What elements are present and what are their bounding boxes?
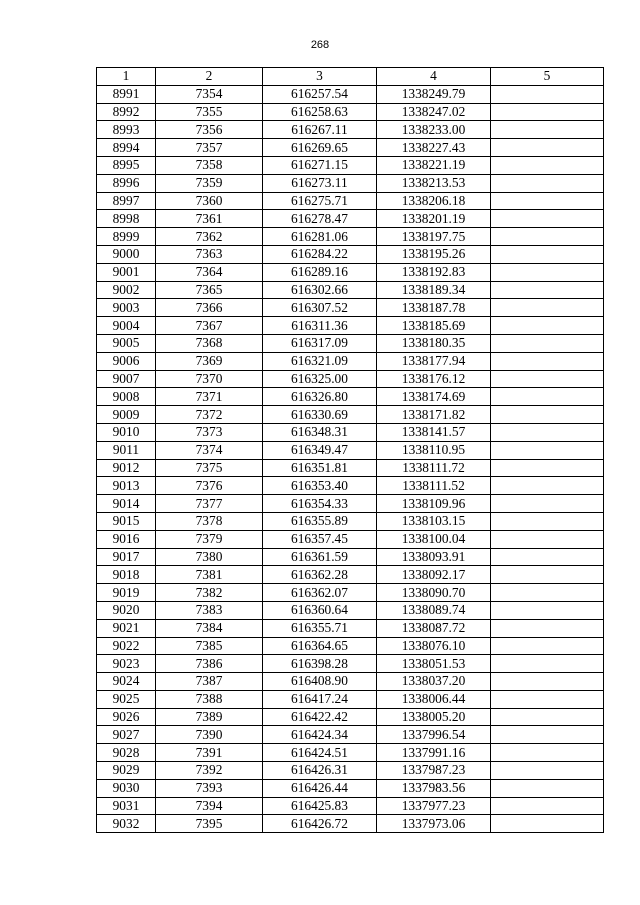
table-cell-col-5 [491, 548, 604, 566]
table-cell-col-2: 7355 [156, 103, 263, 121]
table-cell-col-1: 8997 [97, 192, 156, 210]
table-row [97, 637, 604, 655]
table-cell-col-4: 1338100.04 [377, 530, 491, 548]
table-row [97, 406, 604, 424]
table-cell-col-5 [491, 281, 604, 299]
table-cell-col-2: 7383 [156, 601, 263, 619]
table-cell-col-1: 9009 [97, 406, 156, 424]
table-cell-col-5 [491, 441, 604, 459]
table-cell-col-1: 9018 [97, 566, 156, 584]
table-cell-col-1: 9005 [97, 334, 156, 352]
table-row [97, 228, 604, 246]
table-cell-col-3: 616360.64 [263, 601, 377, 619]
table-row [97, 245, 604, 263]
table-cell-col-2: 7390 [156, 726, 263, 744]
table-cell-col-2: 7364 [156, 263, 263, 281]
table-cell-col-1: 8994 [97, 139, 156, 157]
table-cell-col-2: 7354 [156, 85, 263, 103]
table-cell-col-1: 9027 [97, 726, 156, 744]
table-cell-col-2: 7363 [156, 245, 263, 263]
table-cell-col-3: 616355.71 [263, 619, 377, 637]
table-cell-col-2: 7369 [156, 352, 263, 370]
table-cell-col-3: 616426.31 [263, 762, 377, 780]
table-cell-col-5 [491, 263, 604, 281]
table-cell-col-1: 9010 [97, 423, 156, 441]
table-cell-col-5 [491, 139, 604, 157]
table-cell-col-1: 8991 [97, 85, 156, 103]
table-cell-col-5 [491, 156, 604, 174]
table-cell-col-2: 7361 [156, 210, 263, 228]
table-cell-col-4: 1338180.35 [377, 334, 491, 352]
table-cell-col-2: 7384 [156, 619, 263, 637]
table-cell-col-4: 1338076.10 [377, 637, 491, 655]
table-cell-col-3: 616398.28 [263, 655, 377, 673]
table-cell-col-4: 1337973.06 [377, 815, 491, 833]
table-cell-col-1: 9024 [97, 673, 156, 691]
table-cell-col-2: 7368 [156, 334, 263, 352]
table-cell-col-4: 1338177.94 [377, 352, 491, 370]
table-cell-col-1: 8993 [97, 121, 156, 139]
table-cell-col-5 [491, 637, 604, 655]
table-cell-col-1: 8992 [97, 103, 156, 121]
table-cell-col-1: 9016 [97, 530, 156, 548]
table-cell-col-5 [491, 797, 604, 815]
table-cell-col-3: 616408.90 [263, 673, 377, 691]
table-row [97, 673, 604, 691]
table-row [97, 619, 604, 637]
table-cell-col-2: 7370 [156, 370, 263, 388]
table-cell-col-1: 8995 [97, 156, 156, 174]
table-cell-col-1: 9023 [97, 655, 156, 673]
table-cell-col-5 [491, 352, 604, 370]
table-cell-col-2: 7358 [156, 156, 263, 174]
table-row [97, 103, 604, 121]
table-cell-col-4: 1338006.44 [377, 690, 491, 708]
table-row [97, 139, 604, 157]
table-cell-col-3: 616424.34 [263, 726, 377, 744]
table-row [97, 299, 604, 317]
table-cell-col-5 [491, 174, 604, 192]
table-row [97, 601, 604, 619]
table-cell-col-4: 1338192.83 [377, 263, 491, 281]
table-cell-col-4: 1338185.69 [377, 317, 491, 335]
table-cell-col-3: 616281.06 [263, 228, 377, 246]
table-cell-col-3: 616348.31 [263, 423, 377, 441]
table-cell-col-2: 7386 [156, 655, 263, 673]
table-cell-col-3: 616275.71 [263, 192, 377, 210]
column-header-4: 4 [377, 68, 491, 86]
table-cell-col-3: 616422.42 [263, 708, 377, 726]
table-cell-col-5 [491, 121, 604, 139]
table-cell-col-4: 1338221.19 [377, 156, 491, 174]
table-cell-col-4: 1337991.16 [377, 744, 491, 762]
table-cell-col-1: 9015 [97, 512, 156, 530]
table-cell-col-4: 1338195.26 [377, 245, 491, 263]
table-row [97, 388, 604, 406]
table-cell-col-3: 616354.33 [263, 495, 377, 513]
table-cell-col-1: 9019 [97, 584, 156, 602]
table-cell-col-4: 1337983.56 [377, 779, 491, 797]
table-row [97, 584, 604, 602]
table-row [97, 797, 604, 815]
table-cell-col-4: 1338092.17 [377, 566, 491, 584]
table-cell-col-1: 9001 [97, 263, 156, 281]
table-row [97, 334, 604, 352]
table-cell-col-2: 7360 [156, 192, 263, 210]
page-number: 268 [310, 39, 330, 51]
table-row [97, 121, 604, 139]
table-cell-col-4: 1338111.72 [377, 459, 491, 477]
table-cell-col-3: 616362.07 [263, 584, 377, 602]
table-cell-col-3: 616351.81 [263, 459, 377, 477]
table-cell-col-4: 1338093.91 [377, 548, 491, 566]
table-cell-col-4: 1338103.15 [377, 512, 491, 530]
table-cell-col-2: 7357 [156, 139, 263, 157]
table-cell-col-4: 1338233.00 [377, 121, 491, 139]
table-cell-col-5 [491, 495, 604, 513]
table-row [97, 281, 604, 299]
table-cell-col-4: 1338176.12 [377, 370, 491, 388]
table-cell-col-3: 616330.69 [263, 406, 377, 424]
table-cell-col-3: 616307.52 [263, 299, 377, 317]
table-cell-col-1: 9030 [97, 779, 156, 797]
table-cell-col-1: 9022 [97, 637, 156, 655]
table-cell-col-3: 616278.47 [263, 210, 377, 228]
table-cell-col-3: 616357.45 [263, 530, 377, 548]
table-cell-col-2: 7392 [156, 762, 263, 780]
table-cell-col-2: 7376 [156, 477, 263, 495]
table-row [97, 548, 604, 566]
table-cell-col-3: 616321.09 [263, 352, 377, 370]
table-cell-col-5 [491, 584, 604, 602]
table-cell-col-2: 7371 [156, 388, 263, 406]
table-row [97, 690, 604, 708]
table-cell-col-5 [491, 477, 604, 495]
table-cell-col-3: 616424.51 [263, 744, 377, 762]
table-cell-col-4: 1338109.96 [377, 495, 491, 513]
table-cell-col-5 [491, 459, 604, 477]
table-cell-col-4: 1338249.79 [377, 85, 491, 103]
table-cell-col-2: 7388 [156, 690, 263, 708]
table-cell-col-3: 616362.28 [263, 566, 377, 584]
table-cell-col-4: 1338206.18 [377, 192, 491, 210]
table-cell-col-2: 7359 [156, 174, 263, 192]
table-row [97, 477, 604, 495]
table-cell-col-4: 1338005.20 [377, 708, 491, 726]
table-cell-col-1: 9021 [97, 619, 156, 637]
table-cell-col-4: 1338141.57 [377, 423, 491, 441]
table-cell-col-1: 9004 [97, 317, 156, 335]
table-cell-col-2: 7381 [156, 566, 263, 584]
table-row [97, 441, 604, 459]
table-cell-col-1: 9011 [97, 441, 156, 459]
table-cell-col-3: 616271.15 [263, 156, 377, 174]
table-row [97, 156, 604, 174]
table-cell-col-1: 9006 [97, 352, 156, 370]
table-body [97, 85, 604, 832]
table-cell-col-5 [491, 210, 604, 228]
table-row [97, 370, 604, 388]
table-cell-col-5 [491, 601, 604, 619]
table-cell-col-5 [491, 619, 604, 637]
table-cell-col-4: 1338201.19 [377, 210, 491, 228]
table-cell-col-5 [491, 762, 604, 780]
table-cell-col-2: 7356 [156, 121, 263, 139]
table-cell-col-5 [491, 708, 604, 726]
table-cell-col-5 [491, 744, 604, 762]
table-cell-col-2: 7395 [156, 815, 263, 833]
table-cell-col-5 [491, 423, 604, 441]
table-row [97, 495, 604, 513]
table-cell-col-2: 7366 [156, 299, 263, 317]
table-row [97, 423, 604, 441]
table-cell-col-5 [491, 317, 604, 335]
table-cell-col-1: 8998 [97, 210, 156, 228]
table-cell-col-1: 9029 [97, 762, 156, 780]
table-cell-col-2: 7375 [156, 459, 263, 477]
table-cell-col-4: 1338090.70 [377, 584, 491, 602]
table-row [97, 779, 604, 797]
table-cell-col-1: 9008 [97, 388, 156, 406]
table-cell-col-4: 1338213.53 [377, 174, 491, 192]
table-header-row [97, 68, 604, 86]
table-cell-col-1: 9014 [97, 495, 156, 513]
table-cell-col-1: 9026 [97, 708, 156, 726]
table-cell-col-2: 7362 [156, 228, 263, 246]
table-cell-col-5 [491, 566, 604, 584]
table-row [97, 726, 604, 744]
table-cell-col-3: 616426.44 [263, 779, 377, 797]
table-cell-col-5 [491, 334, 604, 352]
table-cell-col-4: 1338110.95 [377, 441, 491, 459]
table-cell-col-3: 616326.80 [263, 388, 377, 406]
table-row [97, 762, 604, 780]
table-cell-col-2: 7385 [156, 637, 263, 655]
table-cell-col-5 [491, 228, 604, 246]
table-cell-col-5 [491, 245, 604, 263]
table-cell-col-3: 616349.47 [263, 441, 377, 459]
table-row [97, 210, 604, 228]
table-row [97, 317, 604, 335]
table-cell-col-3: 616311.36 [263, 317, 377, 335]
table-cell-col-2: 7372 [156, 406, 263, 424]
table-cell-col-1: 9031 [97, 797, 156, 815]
table-cell-col-1: 9012 [97, 459, 156, 477]
column-header-5: 5 [491, 68, 604, 86]
table-cell-col-5 [491, 512, 604, 530]
table-cell-col-4: 1337987.23 [377, 762, 491, 780]
table-cell-col-1: 8999 [97, 228, 156, 246]
table-row [97, 530, 604, 548]
coordinates-table [96, 67, 604, 833]
table-cell-col-4: 1338227.43 [377, 139, 491, 157]
table-row [97, 655, 604, 673]
table-cell-col-2: 7373 [156, 423, 263, 441]
table-cell-col-2: 7391 [156, 744, 263, 762]
table-cell-col-2: 7389 [156, 708, 263, 726]
table-cell-col-1: 9025 [97, 690, 156, 708]
table-cell-col-1: 9032 [97, 815, 156, 833]
table-cell-col-5 [491, 103, 604, 121]
table-cell-col-1: 8996 [97, 174, 156, 192]
table-cell-col-3: 616361.59 [263, 548, 377, 566]
table-cell-col-3: 616289.16 [263, 263, 377, 281]
table-cell-col-3: 616364.65 [263, 637, 377, 655]
table-cell-col-1: 9013 [97, 477, 156, 495]
table-row [97, 192, 604, 210]
table-cell-col-1: 9000 [97, 245, 156, 263]
column-header-1: 1 [97, 68, 156, 86]
table-cell-col-1: 9020 [97, 601, 156, 619]
table-cell-col-3: 616417.24 [263, 690, 377, 708]
table-cell-col-5 [491, 530, 604, 548]
table-cell-col-4: 1338037.20 [377, 673, 491, 691]
table-cell-col-4: 1338174.69 [377, 388, 491, 406]
table-cell-col-2: 7379 [156, 530, 263, 548]
table-cell-col-4: 1338247.02 [377, 103, 491, 121]
table-cell-col-2: 7382 [156, 584, 263, 602]
table-cell-col-1: 9017 [97, 548, 156, 566]
table-cell-col-4: 1338171.82 [377, 406, 491, 424]
table-cell-col-5 [491, 406, 604, 424]
table-cell-col-2: 7387 [156, 673, 263, 691]
table-cell-col-3: 616426.72 [263, 815, 377, 833]
table-cell-col-3: 616273.11 [263, 174, 377, 192]
table-cell-col-5 [491, 690, 604, 708]
table-cell-col-2: 7378 [156, 512, 263, 530]
column-header-2: 2 [156, 68, 263, 86]
table-cell-col-5 [491, 726, 604, 744]
table-cell-col-5 [491, 655, 604, 673]
table-cell-col-1: 9002 [97, 281, 156, 299]
table-cell-col-3: 616258.63 [263, 103, 377, 121]
table-cell-col-5 [491, 370, 604, 388]
table-cell-col-4: 1338189.34 [377, 281, 491, 299]
table-cell-col-5 [491, 673, 604, 691]
table-cell-col-5 [491, 388, 604, 406]
table-row [97, 512, 604, 530]
table-cell-col-2: 7394 [156, 797, 263, 815]
column-header-3: 3 [263, 68, 377, 86]
table-cell-col-5 [491, 299, 604, 317]
table-row [97, 566, 604, 584]
table-row [97, 708, 604, 726]
table-cell-col-2: 7374 [156, 441, 263, 459]
table-cell-col-4: 1338087.72 [377, 619, 491, 637]
table-cell-col-1: 9028 [97, 744, 156, 762]
table-row [97, 85, 604, 103]
table-cell-col-3: 616325.00 [263, 370, 377, 388]
table-cell-col-5 [491, 85, 604, 103]
table-cell-col-4: 1337996.54 [377, 726, 491, 744]
table-cell-col-4: 1338197.75 [377, 228, 491, 246]
table-cell-col-2: 7377 [156, 495, 263, 513]
table-cell-col-4: 1337977.23 [377, 797, 491, 815]
table-row [97, 174, 604, 192]
table-cell-col-3: 616257.54 [263, 85, 377, 103]
table-cell-col-2: 7393 [156, 779, 263, 797]
table-cell-col-2: 7367 [156, 317, 263, 335]
table-cell-col-1: 9003 [97, 299, 156, 317]
table-cell-col-3: 616355.89 [263, 512, 377, 530]
table-cell-col-3: 616302.66 [263, 281, 377, 299]
table-cell-col-3: 616317.09 [263, 334, 377, 352]
table-cell-col-3: 616284.22 [263, 245, 377, 263]
table-cell-col-3: 616269.65 [263, 139, 377, 157]
table-cell-col-3: 616353.40 [263, 477, 377, 495]
table-cell-col-2: 7380 [156, 548, 263, 566]
table-cell-col-5 [491, 192, 604, 210]
table-row [97, 744, 604, 762]
table-row [97, 352, 604, 370]
table-cell-col-2: 7365 [156, 281, 263, 299]
table-row [97, 815, 604, 833]
table-row [97, 263, 604, 281]
table-cell-col-3: 616267.11 [263, 121, 377, 139]
table-cell-col-4: 1338051.53 [377, 655, 491, 673]
table-cell-col-3: 616425.83 [263, 797, 377, 815]
table-cell-col-4: 1338187.78 [377, 299, 491, 317]
table-cell-col-4: 1338089.74 [377, 601, 491, 619]
table-cell-col-1: 9007 [97, 370, 156, 388]
table-cell-col-5 [491, 815, 604, 833]
table-cell-col-4: 1338111.52 [377, 477, 491, 495]
table-cell-col-5 [491, 779, 604, 797]
table-row [97, 459, 604, 477]
